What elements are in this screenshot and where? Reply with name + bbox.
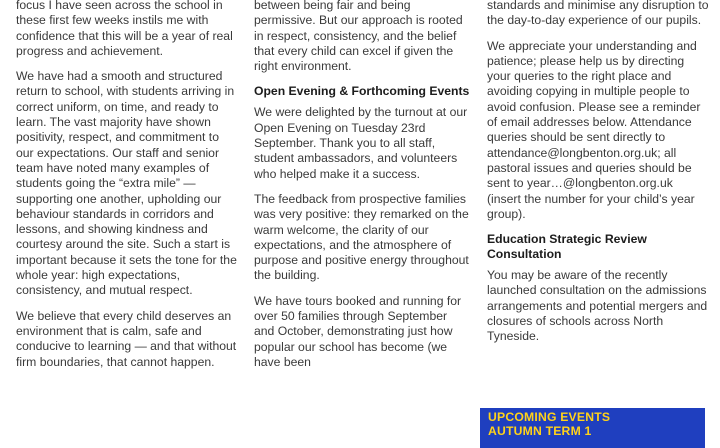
paragraph-email-contacts: We appreciate your understanding and patience; please help us by directing your queries to the right place and avoiding copying in multiple people to avoid confusion. Please see a reminder of email addresses below. Attendance queries should be sent directly to attendance@longbenton.org.uk; all pastoral issues and queries should be sent to year…@longbenton.org.uk (insert the number for your child’s year group). bbox=[487, 38, 701, 221]
paragraph-tours: We have tours booked and running for over 50 families through September and October, demonstrating just how popular our school has become (we have been bbox=[254, 293, 462, 369]
paragraph-feedback: The feedback from prospective families was very positive: they remarked on the warm welcome, the clarity of our expectations, and the atmosphere of purpose and positive energy throughout the building. bbox=[254, 191, 469, 283]
paragraph-calm-environment: We believe that every child deserves an environment that is calm, safe and conducive to learning — and that without firm boundaries, that cannot happen. bbox=[16, 308, 237, 369]
paragraph-approach: between being fair and being permissive. But our approach is rooted in respect, consistency, and the belief that every child can excel if given the right environment. bbox=[254, 0, 463, 74]
paragraph-open-evening: We were delighted by the turnout at our Open Evening on Tuesday 23rd September. Thank you to all staff, student ambassadors, and volunteers who helped make it a success. bbox=[254, 105, 468, 181]
upcoming-events-banner bbox=[480, 408, 705, 448]
banner-title: UPCOMING EVENTS bbox=[488, 410, 611, 424]
paragraph-confidence: focus I have seen across the school in these first few weeks instils me with confidence that this will be a year of real progress and achievement. bbox=[16, 0, 233, 58]
column-left bbox=[16, 0, 238, 380]
paragraph-consultation: You may be aware of the recently launched consultation on the admissions arrangements and potential mergers and closures of schools across North Tyneside. bbox=[487, 268, 708, 344]
heading-open-evening: Open Evening & Forthcoming Events bbox=[254, 84, 470, 99]
banner-subtitle: AUTUMN TERM 1 bbox=[488, 423, 592, 438]
paragraph-standards: standards and minimise any disruption to the day-to-day experience of our pupils. bbox=[487, 0, 709, 28]
column-middle bbox=[254, 0, 470, 380]
column-right bbox=[487, 0, 709, 355]
heading-strategic-review: Education Strategic Review Consultation bbox=[487, 232, 647, 262]
paragraph-return-to-school: We have had a smooth and structured return to school, with students arriving in correct uniform, on time, and ready to learn. The vast majority have shown positivity, respect, and commitment to our expectations. Our staff and senior team have noted many examples of students going the “extra mile” — supporting one another, upholding our behaviour standards in corridors and lessons, and showing kindness and courtesy around the site. Such a start is important because it sets the tone for the whole year: high expectations, consistency, and mutual respect. bbox=[16, 69, 237, 298]
